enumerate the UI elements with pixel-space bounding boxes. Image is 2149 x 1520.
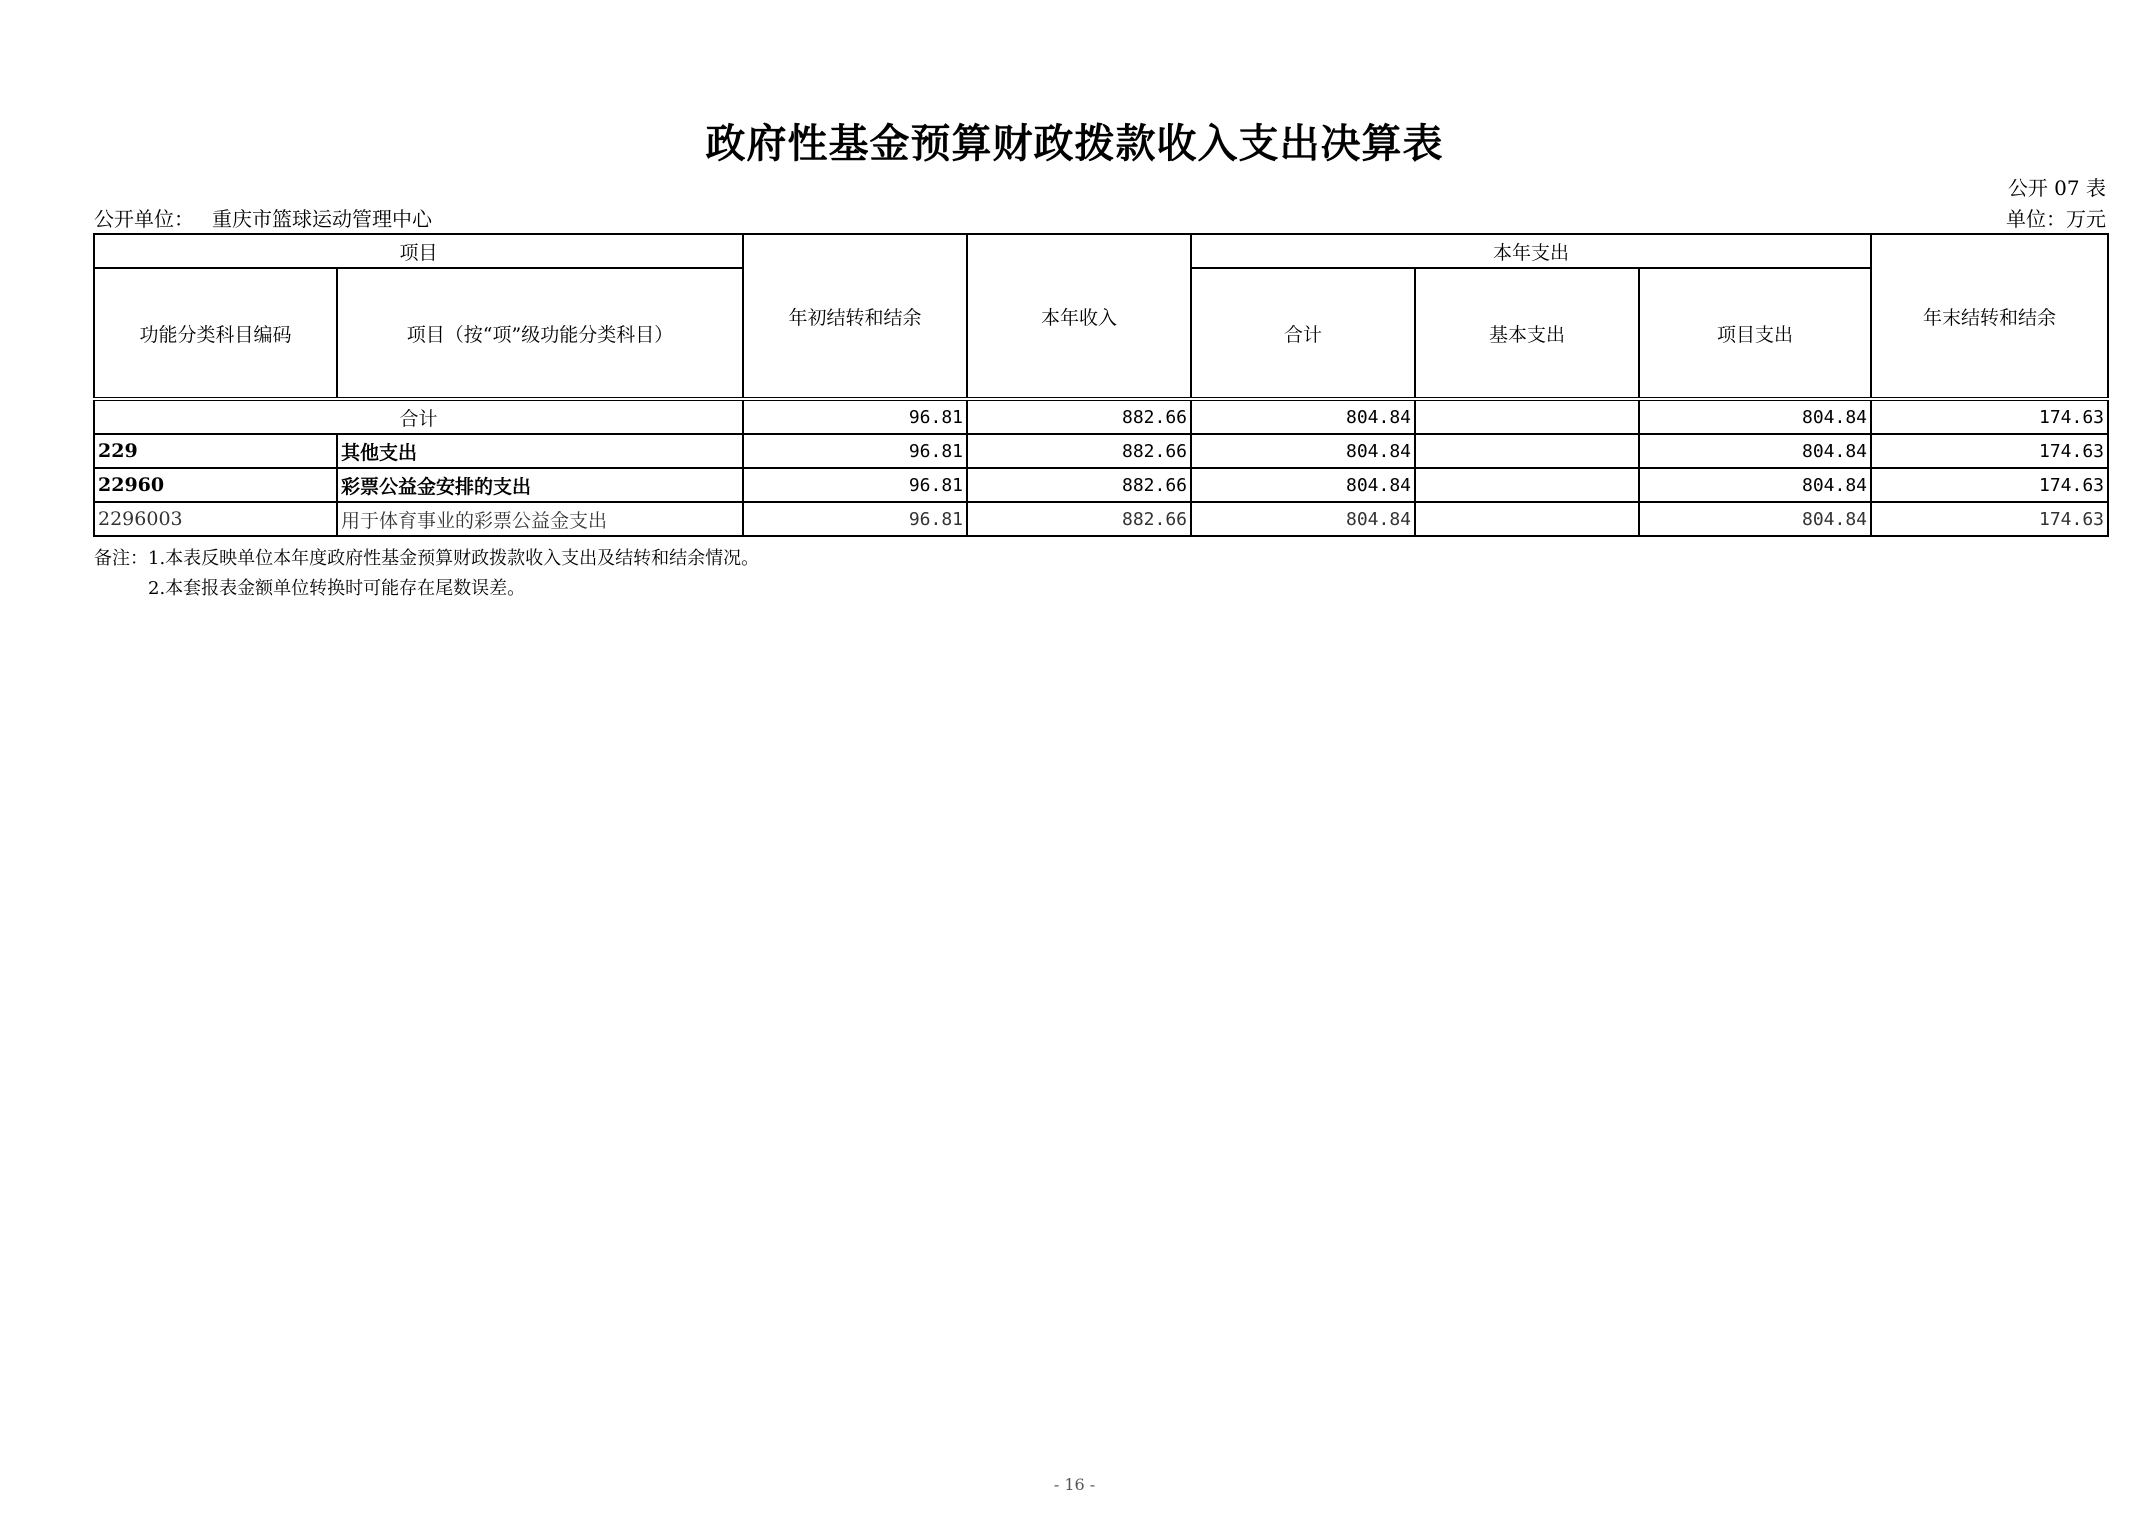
note-line-1: 备注：1.本表反映单位本年度政府性基金预算财政拨款收入支出及结转和结余情况。 xyxy=(94,548,760,569)
cell-expense-total: 804.84 xyxy=(1191,399,1415,434)
cell-expense-total: 804.84 xyxy=(1191,434,1415,468)
cell-begin-balance: 96.81 xyxy=(743,399,967,434)
header-current-expense: 本年支出 xyxy=(1191,234,1871,268)
page-title: 政府性基金预算财政拨款收入支出决算表 xyxy=(705,120,1444,167)
cell-basic-expense xyxy=(1415,502,1639,536)
header-basic-expense: 基本支出 xyxy=(1415,268,1639,399)
cell-basic-expense xyxy=(1415,399,1639,434)
cell-name: 彩票公益金安排的支出 xyxy=(337,468,743,502)
note-line-2: 2.本套报表金额单位转换时可能存在尾数误差。 xyxy=(148,578,526,599)
cell-begin-balance: 96.81 xyxy=(743,434,967,468)
unit-label: 单位：万元 xyxy=(2006,207,2106,231)
cell-expense-total: 804.84 xyxy=(1191,502,1415,536)
cell-current-income: 882.66 xyxy=(967,468,1191,502)
table-row xyxy=(94,502,2108,536)
table-row xyxy=(94,468,2108,502)
notes xyxy=(94,544,759,604)
cell-project-expense: 804.84 xyxy=(1639,434,1871,468)
cell-code: 22960 xyxy=(94,468,337,502)
cell-begin-balance: 96.81 xyxy=(743,468,967,502)
header-project-by-item: 项目（按“项”级功能分类科目） xyxy=(337,268,743,399)
cell-end-balance: 174.63 xyxy=(1871,399,2108,434)
header-current-income: 本年收入 xyxy=(967,234,1191,399)
org-name: 重庆市篮球运动管理中心 xyxy=(212,207,432,231)
cell-basic-expense xyxy=(1415,434,1639,468)
header-end-balance: 年末结转和结余 xyxy=(1871,234,2108,399)
header-begin-balance: 年初结转和结余 xyxy=(743,234,967,399)
table-row-total xyxy=(94,399,2108,434)
header-project-expense: 项目支出 xyxy=(1639,268,1871,399)
budget-table xyxy=(93,233,2109,537)
cell-code: 229 xyxy=(94,434,337,468)
cell-expense-total: 804.84 xyxy=(1191,468,1415,502)
page-number: - 16 - xyxy=(1053,1475,1096,1494)
cell-current-income: 882.66 xyxy=(967,502,1191,536)
header-func-code: 功能分类科目编码 xyxy=(94,268,337,399)
cell-code: 2296003 xyxy=(94,502,337,536)
cell-end-balance: 174.63 xyxy=(1871,468,2108,502)
cell-begin-balance: 96.81 xyxy=(743,502,967,536)
cell-end-balance: 174.63 xyxy=(1871,502,2108,536)
org-line xyxy=(94,203,432,232)
cell-project-expense: 804.84 xyxy=(1639,502,1871,536)
cell-name: 其他支出 xyxy=(337,434,743,468)
form-number: 公开 07 表 xyxy=(2007,176,2106,200)
cell-end-balance: 174.63 xyxy=(1871,434,2108,468)
header-project: 项目 xyxy=(94,234,743,268)
cell-project-expense: 804.84 xyxy=(1639,399,1871,434)
cell-project-expense: 804.84 xyxy=(1639,468,1871,502)
cell-current-income: 882.66 xyxy=(967,399,1191,434)
cell-name: 用于体育事业的彩票公益金支出 xyxy=(337,502,743,536)
table-row xyxy=(94,434,2108,468)
org-label: 公开单位： xyxy=(94,207,194,231)
header-expense-total: 合计 xyxy=(1191,268,1415,399)
cell-current-income: 882.66 xyxy=(967,434,1191,468)
cell-basic-expense xyxy=(1415,468,1639,502)
total-label: 合计 xyxy=(94,399,743,434)
